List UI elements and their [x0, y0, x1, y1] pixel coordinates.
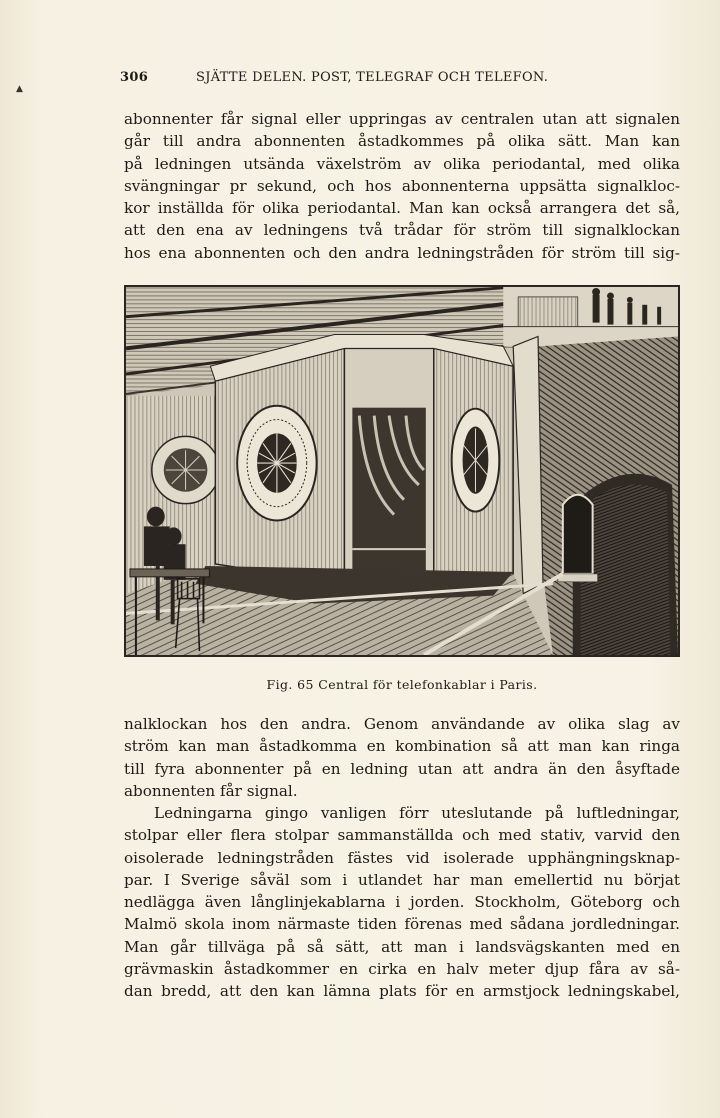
text-line: på ledningen utsända växelström av olika periodantal, med olika	[124, 154, 680, 173]
text-line: Ledningarna gingo vanligen förr uteslutande på luftledningar,	[154, 804, 680, 822]
text-line: svängningar pr sekund, och hos abonnenterna uppsätta signalkloc-	[124, 176, 680, 195]
text-line: par. I Sverige såväl som i utlandet har man emellertid nu börjat	[124, 870, 680, 889]
text-line: kor inställda för olika periodantal. Man kan också arrangera det så,	[124, 199, 680, 218]
running-title: SJÄTTE DELEN. POST, TELEGRAF OCH TELEFON.	[196, 70, 549, 85]
text-line: stolpar eller flera stolpar sammanställda och med stativ, varvid den	[124, 826, 680, 845]
text-line: Man går tillväga på så sätt, att man i landsvägskanten med en	[124, 937, 680, 956]
figure-caption: Fig. 65 Central för telefonkablar i Paris.	[266, 677, 538, 692]
text-line: hos ena abonnenten och den andra ledningstråden för ström till sig-	[124, 243, 680, 262]
paragraph-bottom	[124, 713, 680, 802]
margin-mark: ▲	[16, 84, 23, 94]
text-line: abonnenten får signal.	[124, 781, 298, 800]
text-line: går till andra abonnenten åstadkommes på olika sätt. Man kan	[124, 132, 680, 151]
page-number: 306	[120, 70, 149, 85]
text-line: oisolerade ledningstråden fästes vid isolerade upphängningsknap-	[124, 848, 680, 867]
text-line: abonnenter får signal eller uppringas av centralen utan att signalen	[124, 110, 680, 128]
page-header	[120, 70, 620, 85]
text-line: grävmaskin åstadkommer en cirka en halv meter djup fåra av så-	[124, 960, 680, 979]
text-line: nedlägga även långlinjekablarna i jorden. Stockholm, Göteborg och	[124, 893, 680, 912]
figure-illustration	[124, 285, 680, 657]
text-line: till fyra abonnenter på en ledning utan att andra än den åsyftade	[124, 759, 680, 778]
engraving-illustration	[126, 287, 678, 655]
paragraph-top	[124, 108, 680, 264]
text-line: Malmö skola inom närmaste tiden förenas med sådana jordledningar.	[124, 915, 680, 934]
text-line: dan bredd, att den kan lämna plats för en armstjock ledningskabel,	[124, 982, 680, 1001]
text-line: nalklockan hos den andra. Genom användande av olika slag av	[124, 715, 680, 733]
paragraph-last	[124, 802, 680, 1003]
text-line: att den ena av ledningens två trådar för ström till signalklockan	[124, 221, 680, 240]
text-line: ström kan man åstadkomma en kombination så att man kan ringa	[124, 737, 680, 756]
